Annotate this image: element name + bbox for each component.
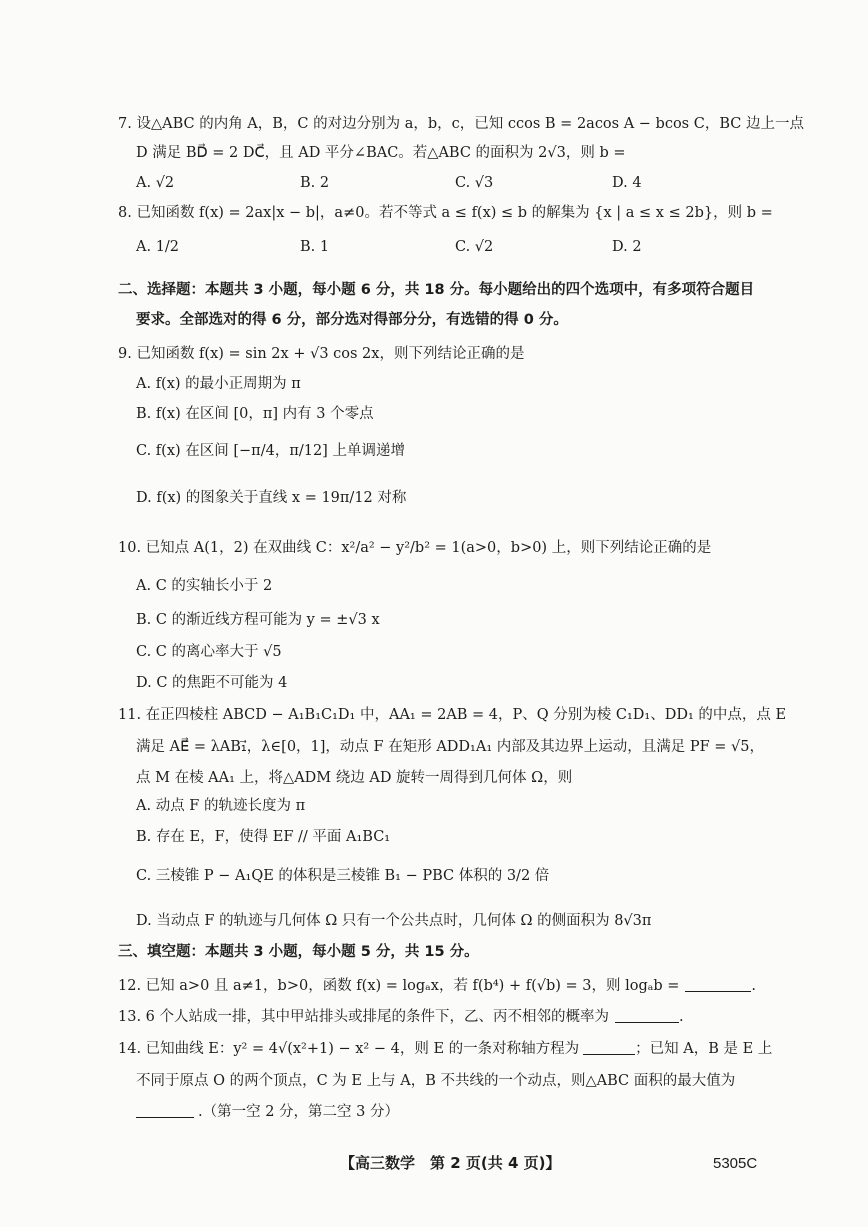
section2-heading-line2: 要求。全部选对的得 6 分，部分选对得部分分，有选错的得 0 分。 bbox=[136, 312, 568, 328]
q11-option-b: B. 存在 E，F，使得 EF // 平面 A₁BC₁ bbox=[136, 829, 391, 845]
q8-option-b: B. 1 bbox=[300, 239, 330, 255]
q9-stem: 9. 已知函数 f(x) = sin 2x + √3 cos 2x，则下列结论正确的是 bbox=[118, 346, 525, 362]
q10-option-d: D. C 的焦距不可能为 4 bbox=[136, 675, 288, 691]
q10-option-a: A. C 的实轴长小于 2 bbox=[136, 578, 273, 594]
q8-option-c: C. √2 bbox=[455, 239, 494, 255]
exam-code: 5305C bbox=[713, 1155, 758, 1172]
q10-option-b: B. C 的渐近线方程可能为 y = ±√3 x bbox=[136, 612, 380, 628]
q11-option-a: A. 动点 F 的轨迹长度为 π bbox=[136, 798, 306, 814]
q13-stem: 13. 6 个人站成一排，其中甲站排头或排尾的条件下，乙、丙不相邻的概率为 bbox=[118, 1009, 610, 1025]
q12-line bbox=[118, 975, 756, 997]
q14-stem-part1: 14. 已知曲线 E：y² = 4√(x²+1) − x² − 4，则 E 的一条对称轴方程为 bbox=[118, 1041, 580, 1057]
q12-answer-blank[interactable] bbox=[685, 977, 751, 992]
q10-option-c: C. C 的离心率大于 √5 bbox=[136, 644, 282, 660]
q14-line2: 不同于原点 O 的两个顶点，C 为 E 上与 A，B 不共线的一个动点，则△ABC 面积的最大值为 bbox=[136, 1073, 736, 1089]
q12-end: . bbox=[751, 978, 756, 994]
section2-heading-line1: 二、选择题：本题共 3 小题，每小题 6 分，共 18 分。每小题给出的四个选项中，有多项符合题目 bbox=[118, 282, 755, 298]
q14-line1 bbox=[118, 1038, 772, 1060]
q13-answer-blank[interactable] bbox=[615, 1008, 679, 1023]
q7-option-b: B. 2 bbox=[300, 175, 330, 191]
q7-line2: D 满足 BD⃗ = 2 DC⃗，且 AD 平分∠BAC。若△ABC 的面积为 2√3，则 b = bbox=[136, 145, 626, 161]
q11-line2: 满足 AE⃗ = λAB₁⃗，λ∈[0，1]，动点 F 在矩形 ADD₁A₁ 内部及其边界上运动，且满足 PF = √5， bbox=[136, 739, 765, 755]
q14-stem-part2: ；已知 A，B 是 E 上 bbox=[635, 1041, 773, 1057]
q7-option-d: D. 4 bbox=[612, 175, 642, 191]
section3-heading: 三、填空题：本题共 3 小题，每小题 5 分，共 15 分。 bbox=[118, 944, 479, 960]
q11-line1: 11. 在正四棱柱 ABCD − A₁B₁C₁D₁ 中，AA₁ = 2AB = 4，P、Q 分别为棱 C₁D₁、DD₁ 的中点，点 E bbox=[118, 707, 787, 723]
q11-line3: 点 M 在棱 AA₁ 上，将△ADM 绕边 AD 旋转一周得到几何体 Ω，则 bbox=[136, 770, 573, 786]
q9-option-d: D. f(x) 的图象关于直线 x = 19π/12 对称 bbox=[136, 490, 407, 506]
q9-option-c: C. f(x) 在区间 [−π/4，π/12] 上单调递增 bbox=[136, 443, 405, 459]
q13-line bbox=[118, 1006, 684, 1028]
q9-option-b: B. f(x) 在区间 [0，π] 内有 3 个零点 bbox=[136, 406, 374, 422]
q12-stem: 12. 已知 a>0 且 a≠1，b>0，函数 f(x) = logₐx，若 f(b⁴) + f(√b) = 3，则 logₐb = bbox=[118, 978, 680, 994]
q11-option-d: D. 当动点 F 的轨迹与几何体 Ω 只有一个公共点时，几何体 Ω 的侧面积为 8√3π bbox=[136, 913, 652, 929]
q11-option-c: C. 三棱锥 P − A₁QE 的体积是三棱锥 B₁ − PBC 体积的 3/2 倍 bbox=[136, 868, 550, 884]
q7-option-c: C. √3 bbox=[455, 175, 494, 191]
q9-option-a: A. f(x) 的最小正周期为 π bbox=[136, 376, 301, 392]
q14-line3 bbox=[136, 1101, 399, 1123]
page-footer: 【高三数学 第 2 页(共 4 页)】 bbox=[340, 1154, 561, 1172]
q8-option-a: A. 1/2 bbox=[136, 239, 180, 255]
q14-answer-blank-2[interactable] bbox=[136, 1103, 194, 1118]
q7-line1: 7. 设△ABC 的内角 A，B，C 的对边分别为 a，b，c，已知 ccos B = 2acos A − bcos C，BC 边上一点 bbox=[118, 116, 804, 132]
q8-stem: 8. 已知函数 f(x) = 2ax|x − b|，a≠0。若不等式 a ≤ f(x) ≤ b 的解集为 {x | a ≤ x ≤ 2b}，则 b = bbox=[118, 205, 773, 221]
q7-option-a: A. √2 bbox=[136, 175, 175, 191]
q8-option-d: D. 2 bbox=[612, 239, 642, 255]
q14-answer-blank-1[interactable] bbox=[583, 1040, 635, 1055]
q10-stem: 10. 已知点 A(1，2) 在双曲线 C：x²/a² − y²/b² = 1(a>0，b>0) 上，则下列结论正确的是 bbox=[118, 540, 712, 556]
q13-end: . bbox=[679, 1009, 684, 1025]
q14-line3-text: .（第一空 2 分，第二空 3 分） bbox=[198, 1104, 399, 1120]
